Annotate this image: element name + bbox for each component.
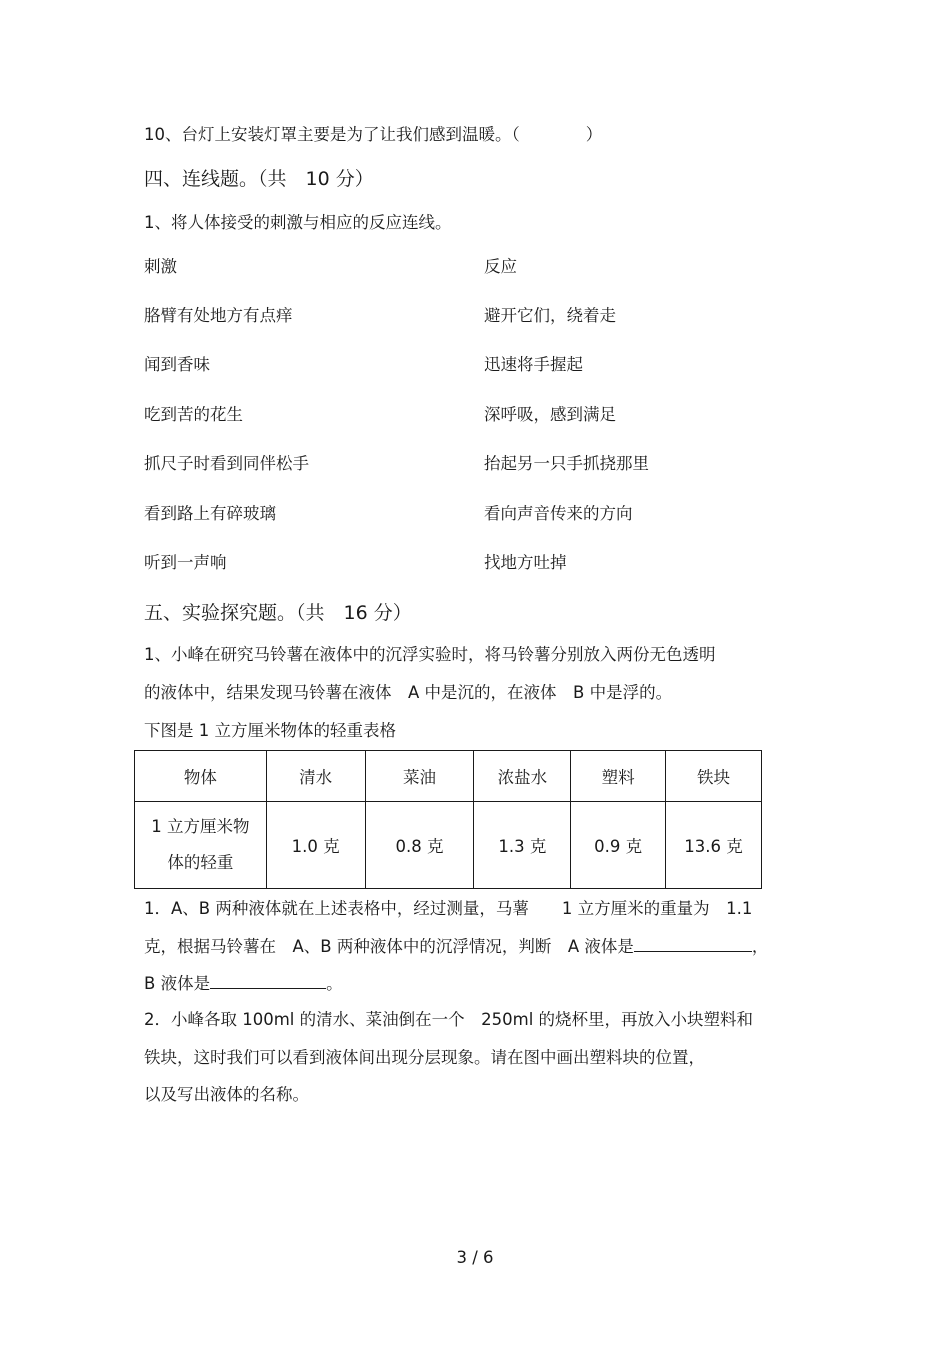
table-header-cell: 物体 <box>135 751 267 802</box>
sub-question-1-text: B 液体是 <box>144 974 211 993</box>
table-caption: 下图是 1 立方厘米物体的轻重表格 <box>144 721 396 740</box>
sub-question-1-line <box>144 972 343 995</box>
table-cell: 0.8 克 <box>365 802 474 889</box>
paragraph-line: 的液体中，结果发现马铃薯在液体 A 中是沉的，在液体 B 中是浮的。 <box>144 683 673 702</box>
table-header-cell: 铁块 <box>666 751 762 802</box>
table-cell: 13.6 克 <box>666 802 762 889</box>
response-item: 看向声音传来的方向 <box>484 504 633 523</box>
row-label-line: 1 立方厘米物 <box>151 817 250 836</box>
stimulus-item: 看到路上有碎玻璃 <box>144 504 276 523</box>
stimulus-header: 刺激 <box>144 257 177 276</box>
table-header-cell: 浓盐水 <box>474 751 571 802</box>
response-item: 找地方吐掉 <box>484 553 567 572</box>
stimulus-item: 吃到苦的花生 <box>144 405 243 424</box>
punctuation: ， <box>751 937 769 956</box>
sub-question-1-text: 克，根据马铃薯在 A、B 两种液体中的沉浮情况，判断 A 液体是 <box>144 937 634 956</box>
stimulus-item: 抓尺子时看到同伴松手 <box>144 454 309 473</box>
stimulus-item: 胳臂有处地方有点痒 <box>144 306 293 325</box>
answer-blank-b[interactable] <box>210 972 326 989</box>
response-header: 反应 <box>484 257 517 276</box>
weight-table <box>134 750 762 889</box>
table-cell: 0.9 克 <box>571 802 666 889</box>
sub-question-1-line: 1．A、B 两种液体就在上述表格中，经过测量，马薯 1 立方厘米的重量为 1.1 <box>144 899 753 918</box>
response-item: 迅速将手握起 <box>484 355 583 374</box>
response-item: 抬起另一只手抓挠那里 <box>484 454 649 473</box>
section-4-title: 四、连线题。（共 10 分） <box>144 168 374 190</box>
row-label-cell <box>135 802 267 889</box>
answer-blank-a[interactable] <box>634 935 752 952</box>
question-10: 10、台灯上安装灯罩主要是为了让我们感到温暖。（ ） <box>144 125 603 144</box>
table-header-row <box>135 751 762 802</box>
section-5-title: 五、实验探究题。（共 16 分） <box>144 602 412 624</box>
page-number: 3 / 6 <box>456 1248 494 1267</box>
punctuation: 。 <box>326 974 343 993</box>
section-4-question-1: 1、将人体接受的刺激与相应的反应连线。 <box>144 213 452 232</box>
table-header-cell: 菜油 <box>365 751 474 802</box>
table-row <box>135 802 762 889</box>
sub-question-2-line: 2．小峰各取 100ml 的清水、菜油倒在一个 250ml 的烧杯里，再放入小块塑料和 <box>144 1010 754 1029</box>
table-header-cell: 清水 <box>266 751 365 802</box>
stimulus-item: 闻到香味 <box>144 355 210 374</box>
sub-question-1-line <box>144 935 768 958</box>
stimulus-item: 听到一声响 <box>144 553 227 572</box>
response-item: 避开它们，绕着走 <box>484 306 616 325</box>
table-cell: 1.3 克 <box>474 802 571 889</box>
sub-question-2-line: 以及写出液体的名称。 <box>144 1085 309 1104</box>
paragraph-line: 1、小峰在研究马铃薯在液体中的沉浮实验时，将马铃薯分别放入两份无色透明 <box>144 645 716 664</box>
sub-question-2-line: 铁块，这时我们可以看到液体间出现分层现象。请在图中画出塑料块的位置， <box>144 1048 705 1067</box>
table-cell: 1.0 克 <box>266 802 365 889</box>
row-label-line: 体的轻重 <box>167 853 234 872</box>
table-header-cell: 塑料 <box>571 751 666 802</box>
response-item: 深呼吸，感到满足 <box>484 405 616 424</box>
